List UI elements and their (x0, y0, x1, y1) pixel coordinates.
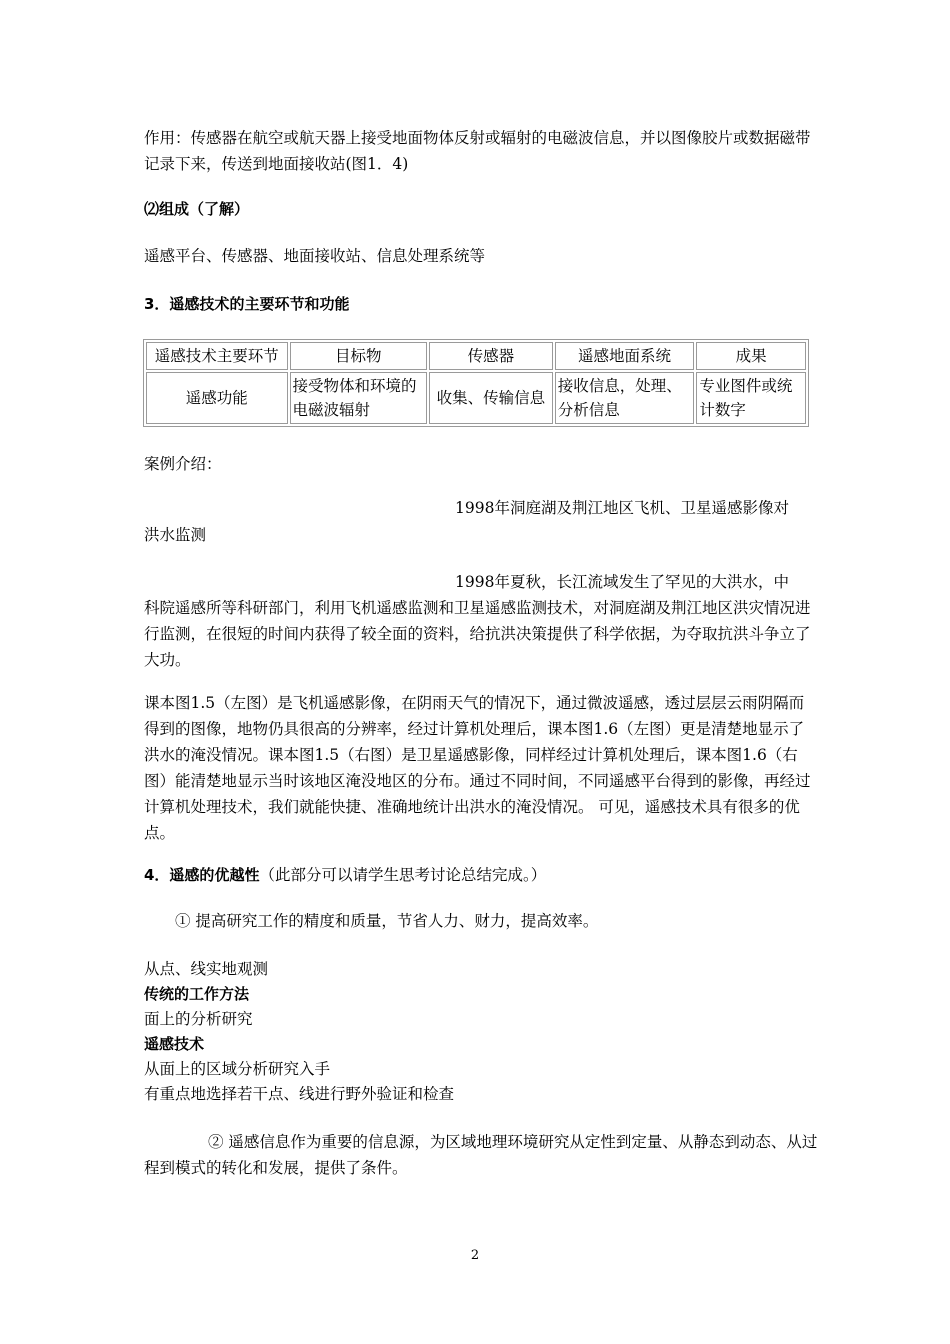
method-heading-remote-sensing: 遥感技术 (144, 1035, 205, 1053)
method-line: 有重点地选择若干点、线进行野外验证和检查 (144, 1085, 455, 1103)
composition-paragraph: 遥感平台、传感器、地面接收站、信息处理系统等 (144, 247, 486, 265)
page-number: 2 (470, 1248, 480, 1263)
table-header-cell: 成果 (696, 342, 806, 370)
advantage-1: ① 提高研究工作的精度和质量，节省人力、财力，提高效率。 (175, 912, 599, 930)
advantage-2: ② 遥感信息作为重要的信息源，为区域地理环境研究从定性到定量、从静态到动态、从过程到模式的转化和发展，提供了条件。 (144, 1133, 818, 1177)
table-cell: 专业图件或统计数字 (696, 372, 806, 424)
table-cell: 接受物体和环境的电磁波辐射 (290, 372, 428, 424)
case-paragraph1-rest: 科院遥感所等科研部门，利用飞机遥感监测和卫星遥感监测技术，对洞庭湖及荆江地区洪灾情况进行监测，在很短的时间内获得了较全面的资料，给抗洪决策提供了科学依据，为夺取抗洪斗争立了大功。 (144, 599, 811, 669)
method-line: 从面上的区域分析研究入手 (144, 1060, 331, 1078)
case-paragraph2: 课本图1.5（左图）是飞机遥感影像，在阴雨天气的情况下，通过微波遥感，透过层层云雨阴隔而得到的图像，地物仍具很高的分辨率，经过计算机处理后，课本图1.6（左图）更是清楚地显示了洪水的淹没情况。课本图1.5（右图）是卫星遥感影像，同样经过计算机处理后，课本图1.6（右图）能清楚地显示当时该地区淹没地区的分布。通过不同时间，不同遥感平台得到的影像，再经过计算机处理技术，我们就能快捷、准确地统计出洪水的淹没情况。 可见，遥感技术具有很多的优点。 (144, 694, 811, 842)
case-intro: 案例介绍： (144, 455, 222, 473)
case-title-line2: 洪水监测 (144, 526, 207, 544)
table-header-cell: 目标物 (290, 342, 428, 370)
method-line: 面上的分析研究 (144, 1010, 253, 1028)
section4-heading-note: （此部分可以请学生思考讨论总结完成。） (259, 866, 547, 884)
method-line: 从点、线实地观测 (144, 960, 269, 978)
composition-heading: ⑵组成（了解） (144, 200, 250, 218)
function-paragraph: 作用：传感器在航空或航天器上接受地面物体反射或辐射的电磁波信息，并以图像胶片或数据磁带记录下来，传送到地面接收站(图1．4) (144, 129, 811, 173)
table-header-cell: 遥感技术主要环节 (146, 342, 288, 370)
method-comparison (144, 957, 812, 1107)
table-cell: 接收信息，处理、分析信息 (555, 372, 695, 424)
case-title-line1: 1998年洞庭湖及荆江地区飞机、卫星遥感影像对 (455, 499, 789, 517)
table-header-cell: 传感器 (429, 342, 553, 370)
table-row (146, 372, 806, 424)
section4-heading (144, 862, 812, 888)
section3-heading: 3．遥感技术的主要环节和功能 (144, 295, 350, 313)
section4-heading-bold: 4．遥感的优越性 (144, 866, 260, 884)
method-heading-traditional: 传统的工作方法 (144, 985, 250, 1003)
functions-table (143, 339, 809, 427)
table-cell: 收集、传输信息 (429, 372, 553, 424)
case-paragraph1-line1: 1998年夏秋，长江流域发生了罕见的大洪水，中 (455, 573, 789, 591)
table-header-cell: 遥感地面系统 (555, 342, 695, 370)
table-cell: 遥感功能 (146, 372, 288, 424)
table-header-row (146, 342, 806, 370)
